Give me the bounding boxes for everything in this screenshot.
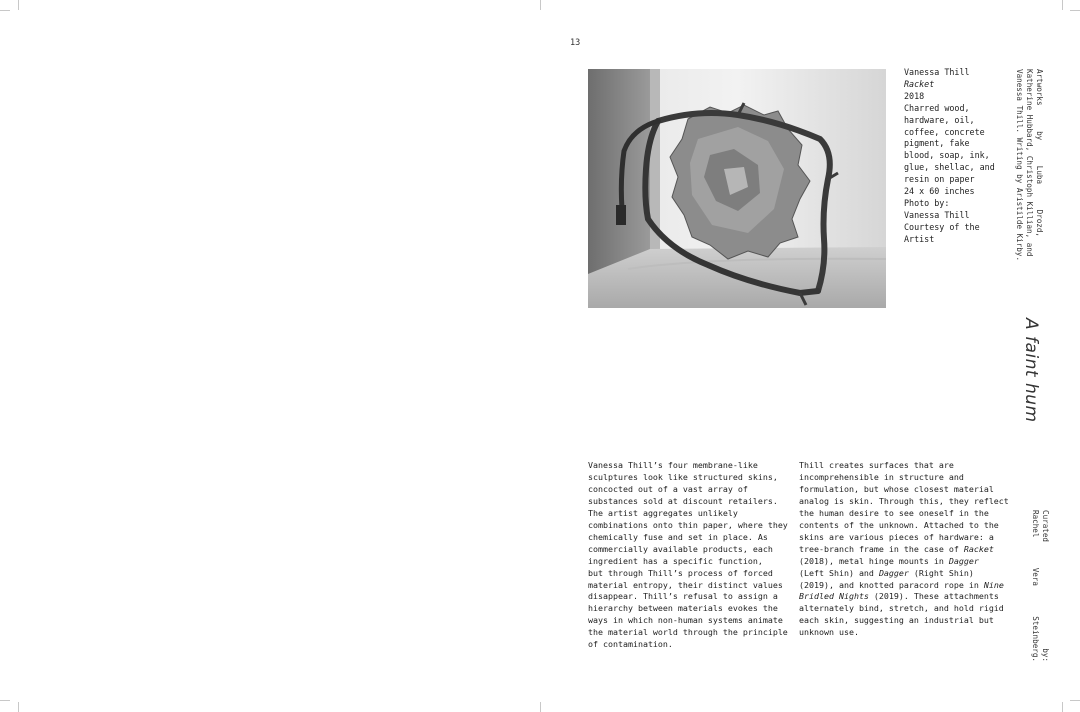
body-line: combinations onto thin paper, where they (588, 519, 788, 530)
body-line: hierarchy between materials evokes the (588, 603, 778, 614)
body-text-segment: alternately bind, stretch, and hold rigid (799, 603, 1004, 614)
caption-year: 2018 (904, 90, 925, 101)
crop-mark-top-center (540, 0, 541, 10)
body-text-segment: Thill creates surfaces that are (799, 460, 954, 470)
crop-mark-top-left (18, 0, 19, 10)
body-line: ingredient has a specific function, (588, 555, 763, 566)
body-line (799, 520, 999, 532)
crop-mark-bottom-right-h (1070, 700, 1080, 701)
body-line (799, 495, 1009, 508)
body-text-segment: (2019), and knotted paracord rope in (799, 579, 984, 590)
body-line (799, 460, 999, 472)
caption-courtesy: Artist (904, 233, 935, 244)
artwork-title-ref: Nine (983, 579, 1004, 590)
caption-photo-label: Photo by: (904, 197, 950, 208)
body-line (799, 579, 1004, 592)
body-line: concocted out of a vast array of (588, 483, 748, 494)
body-line: ways in which non-human systems animate (588, 615, 783, 626)
artwork-title-ref: Dagger (878, 567, 909, 578)
body-line (799, 627, 999, 639)
body-text-segment: (Right Shin) (908, 567, 974, 578)
artwork-title-ref: Racket (963, 543, 994, 554)
credits-line: Katherine Hubbard, Christoph Killian, and (1025, 69, 1034, 257)
crop-mark-top-right-h (1070, 10, 1080, 11)
artists-credits (1014, 69, 1044, 262)
artwork-title-ref: Bridled Nights (799, 591, 869, 602)
body-line (799, 484, 999, 496)
caption-photographer: Vanessa Thill (904, 209, 970, 220)
body-line (799, 591, 999, 603)
curated-line: Rachel Vera Steinberg. (1031, 510, 1040, 662)
body-line: of contamination. (588, 639, 673, 650)
body-line (799, 603, 1004, 615)
body-line (799, 472, 999, 484)
body-text-left-column (588, 460, 788, 651)
body-text-segment: (2019). These attachments (868, 591, 999, 602)
body-line: but through Thill’s process of forced (588, 567, 773, 578)
caption-materials-line: glue, shellac, and (904, 162, 995, 173)
crop-mark-top-right (1062, 0, 1063, 10)
crop-mark-bottom-left-h (0, 700, 10, 701)
credits-line: Artworks by Luba Drozd, (1035, 69, 1044, 237)
body-line (799, 544, 999, 556)
body-text-segment: skins are various pieces of hardware: a (799, 531, 994, 542)
body-line (799, 568, 999, 580)
body-line: disappear. Thill’s refusal to assign a (588, 591, 778, 602)
crop-mark-bottom-left (18, 702, 19, 712)
body-text-segment: (2018), metal hinge mounts in (799, 555, 949, 566)
body-line: the material world through the principle (588, 627, 788, 638)
body-text-segment: unknown use. (799, 627, 859, 638)
body-text-segment: each skin, suggesting an industrial but (799, 615, 994, 626)
crop-mark-top-left-h (0, 10, 10, 11)
caption-materials-line: Charred wood, (904, 102, 970, 113)
curated-line: Curated by: (1041, 510, 1050, 662)
body-line: chemically fuse and set in place. As (588, 531, 768, 542)
credits-line: Vanessa Thill. Writing by Aristilde Kirby. (1015, 69, 1024, 262)
body-line (799, 615, 999, 627)
artwork-caption (904, 67, 1004, 246)
body-text-segment: formulation, but whose closest material (799, 483, 994, 494)
body-line: material entropy, their distinct values (588, 579, 783, 590)
caption-materials-line: coffee, concrete (904, 126, 985, 137)
body-text-segment: analog is skin. Through this, they reflect (799, 495, 1009, 506)
body-text-segment: incomprehensible in structure and (799, 471, 964, 482)
artwork-photo (588, 69, 886, 308)
crop-mark-bottom-center (540, 702, 541, 712)
caption-dimensions: 24 x 60 inches (904, 186, 975, 197)
body-text-segment: (Left Shin) and (799, 567, 879, 578)
body-line: The artist aggregates unlikely (588, 507, 738, 518)
body-line: commercially available products, each (588, 543, 773, 554)
body-line (799, 556, 999, 568)
page-number: 13 (570, 38, 581, 48)
body-line: Vanessa Thill’s four membrane-like (588, 460, 758, 470)
body-text-segment: the human desire to see oneself in the (799, 507, 989, 518)
body-line: sculptures look like structured skins, (588, 471, 778, 482)
body-text-segment: tree-branch frame in the case of (799, 543, 964, 554)
curator-credit (1030, 510, 1050, 662)
crop-mark-bottom-right (1062, 702, 1063, 712)
artwork-title-ref: Dagger (948, 555, 979, 566)
body-line: substances sold at discount retailers. (588, 495, 778, 506)
caption-artist: Vanessa Thill (904, 67, 970, 77)
caption-materials-line: hardware, oil, (904, 114, 975, 125)
body-text-segment: contents of the unknown. Attached to the (799, 519, 999, 530)
caption-materials-line: resin on paper (904, 174, 975, 185)
caption-courtesy: Courtesy of the (904, 221, 980, 232)
section-title: A faint hum (1021, 318, 1041, 423)
caption-materials-line: pigment, fake (904, 138, 970, 149)
body-line (799, 532, 999, 544)
caption-title: Racket (904, 78, 935, 89)
caption-materials-line: blood, soap, ink, (904, 150, 990, 161)
body-line (799, 508, 999, 520)
body-text-right-column (799, 460, 1009, 639)
